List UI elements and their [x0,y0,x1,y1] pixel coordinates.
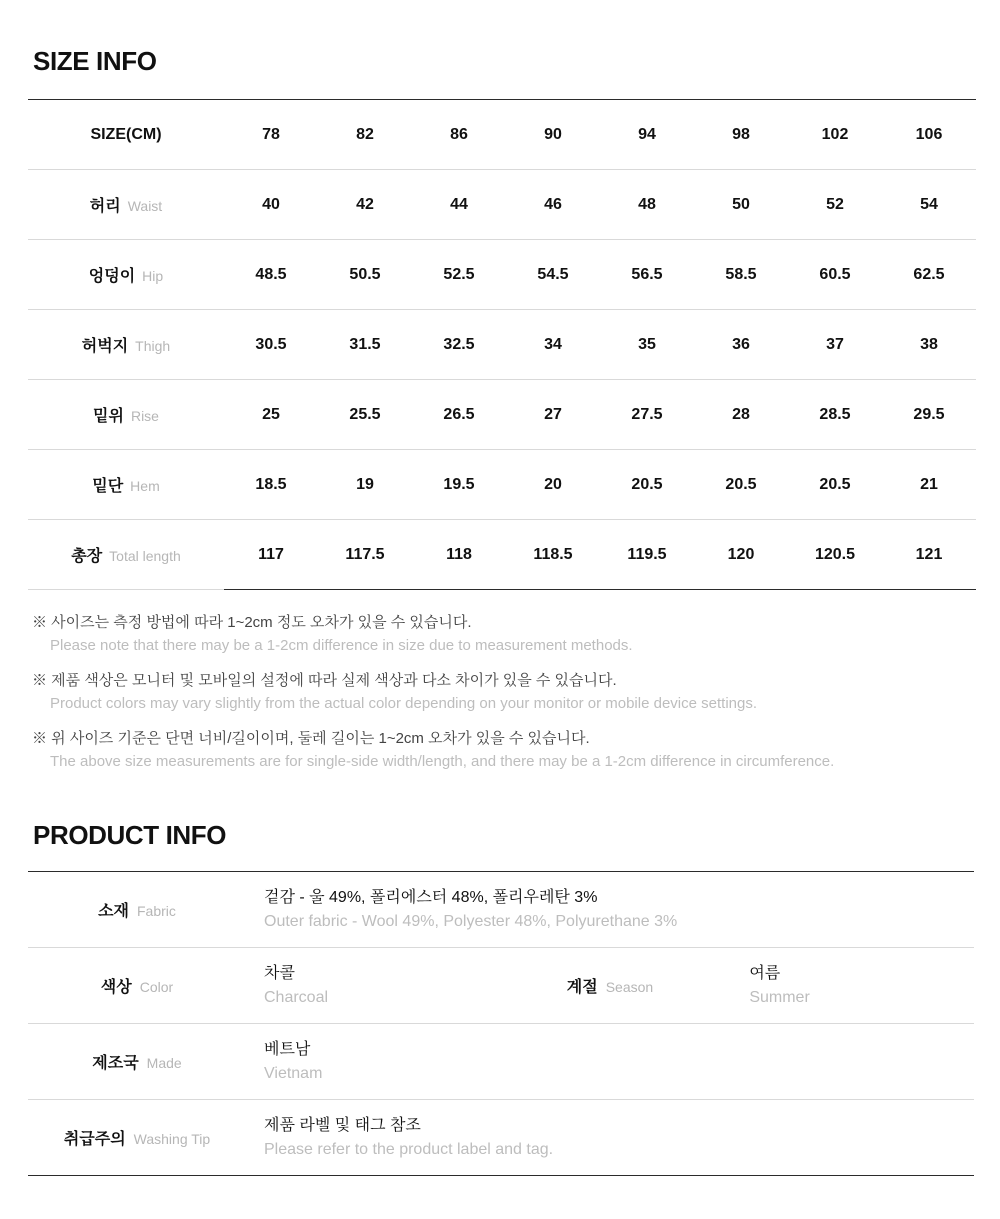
measure-value: 62.5 [882,240,976,310]
note-en: Product colors may vary slightly from the actual color depending on your monitor or mobile device settings. [50,694,757,712]
table-row [28,948,974,1024]
measure-value: 31.5 [318,310,412,380]
measure-value: 50 [694,170,788,240]
size-header-cell: 106 [882,100,976,170]
product-label-fabric: 소재 Fabric [28,872,246,948]
measure-value: 48.5 [224,240,318,310]
table-row [28,310,976,380]
measure-value: 38 [882,310,976,380]
measure-value: 52 [788,170,882,240]
product-info-title: PRODUCT INFO [33,820,227,850]
measure-value: 20.5 [694,450,788,520]
measure-value: 120.5 [788,520,882,590]
note-en: Please note that there may be a 1-2cm difference in size due to measurement methods. [50,636,633,654]
measure-value: 32.5 [412,310,506,380]
measure-value: 58.5 [694,240,788,310]
table-row [28,450,976,520]
measure-value: 119.5 [600,520,694,590]
note-en: The above size measurements are for single-side width/length, and there may be a 1-2cm difference in circumference. [50,752,835,770]
measure-value: 118.5 [506,520,600,590]
measure-value: 25.5 [318,380,412,450]
size-header-cell: 102 [788,100,882,170]
measure-value: 117.5 [318,520,412,590]
size-info-table [28,99,976,590]
product-value-fabric: 겉감 - 울 49%, 폴리에스터 48%, 폴리우레탄 3% Outer fabric - Wool 49%, Polyester 48%, Polyurethane 3% [246,872,974,948]
measure-value: 54.5 [506,240,600,310]
measure-value: 21 [882,450,976,520]
size-header-cell: 86 [412,100,506,170]
measure-value: 34 [506,310,600,380]
measure-value: 29.5 [882,380,976,450]
measure-value: 37 [788,310,882,380]
measure-value: 30.5 [224,310,318,380]
measure-value: 117 [224,520,318,590]
size-header-cell: 82 [318,100,412,170]
measure-value: 35 [600,310,694,380]
product-value-washing-tip: 제품 라벨 및 태그 참조 Please refer to the product label and tag. [246,1100,974,1176]
measure-value: 25 [224,380,318,450]
size-info-title: SIZE INFO [33,46,157,76]
size-header-cell: 98 [694,100,788,170]
measure-value: 50.5 [318,240,412,310]
measure-value: 18.5 [224,450,318,520]
measure-value: 118 [412,520,506,590]
measure-label-rise: 밑위 Rise [28,380,224,450]
note-kr: ※ 제품 색상은 모니터 및 모바일의 설정에 따라 실제 색상과 다소 차이가 있을 수 있습니다. [32,672,617,689]
table-row [28,380,976,450]
measure-value: 46 [506,170,600,240]
measure-value: 20.5 [600,450,694,520]
measure-value: 48 [600,170,694,240]
measure-value: 20.5 [788,450,882,520]
measure-value: 36 [694,310,788,380]
measure-label-hip: 엉덩이 Hip [28,240,224,310]
measure-value: 40 [224,170,318,240]
product-label-made: 제조국 Made [28,1024,246,1100]
table-row [28,1024,974,1100]
table-row [28,520,976,590]
note-item [32,728,972,773]
size-header-cell: 78 [224,100,318,170]
measure-value: 28 [694,380,788,450]
table-row [28,1100,974,1176]
measure-value: 28.5 [788,380,882,450]
measure-value: 120 [694,520,788,590]
size-header-cell: 94 [600,100,694,170]
measure-label-waist: 허리 Waist [28,170,224,240]
note-kr: ※ 사이즈는 측정 방법에 따라 1~2cm 정도 오차가 있을 수 있습니다. [32,614,472,631]
measure-value: 27.5 [600,380,694,450]
table-header-row [28,100,976,170]
note-kr: ※ 위 사이즈 기준은 단면 너비/길이이며, 둘레 길이는 1~2cm 오차가 있을 수 있습니다. [32,730,590,747]
table-row [28,872,974,948]
measure-value: 121 [882,520,976,590]
size-header-label: SIZE(CM) [28,100,224,170]
table-row [28,240,976,310]
measure-value: 20 [506,450,600,520]
product-label-color: 색상 Color [28,948,246,1024]
size-header-cell: 90 [506,100,600,170]
table-row [28,170,976,240]
note-item [32,670,972,715]
measure-value: 42 [318,170,412,240]
note-item [32,612,972,657]
measure-value: 19 [318,450,412,520]
product-label-washing-tip: 취급주의 Washing Tip [28,1100,246,1176]
measure-value: 19.5 [412,450,506,520]
size-notes [28,612,972,773]
product-info-table [28,871,974,1176]
measure-value: 52.5 [412,240,506,310]
measure-value: 54 [882,170,976,240]
product-value-color: 차콜 Charcoal [246,948,489,1024]
measure-label-total-length: 총장 Total length [28,520,224,590]
product-label-season: 계절 Season [489,948,732,1024]
measure-value: 60.5 [788,240,882,310]
measure-value: 27 [506,380,600,450]
measure-value: 56.5 [600,240,694,310]
measure-label-thigh: 허벅지 Thigh [28,310,224,380]
measure-value: 44 [412,170,506,240]
product-value-made: 베트남 Vietnam [246,1024,974,1100]
measure-label-hem: 밑단 Hem [28,450,224,520]
measure-value: 26.5 [412,380,506,450]
product-value-season: 여름 Summer [731,948,974,1024]
